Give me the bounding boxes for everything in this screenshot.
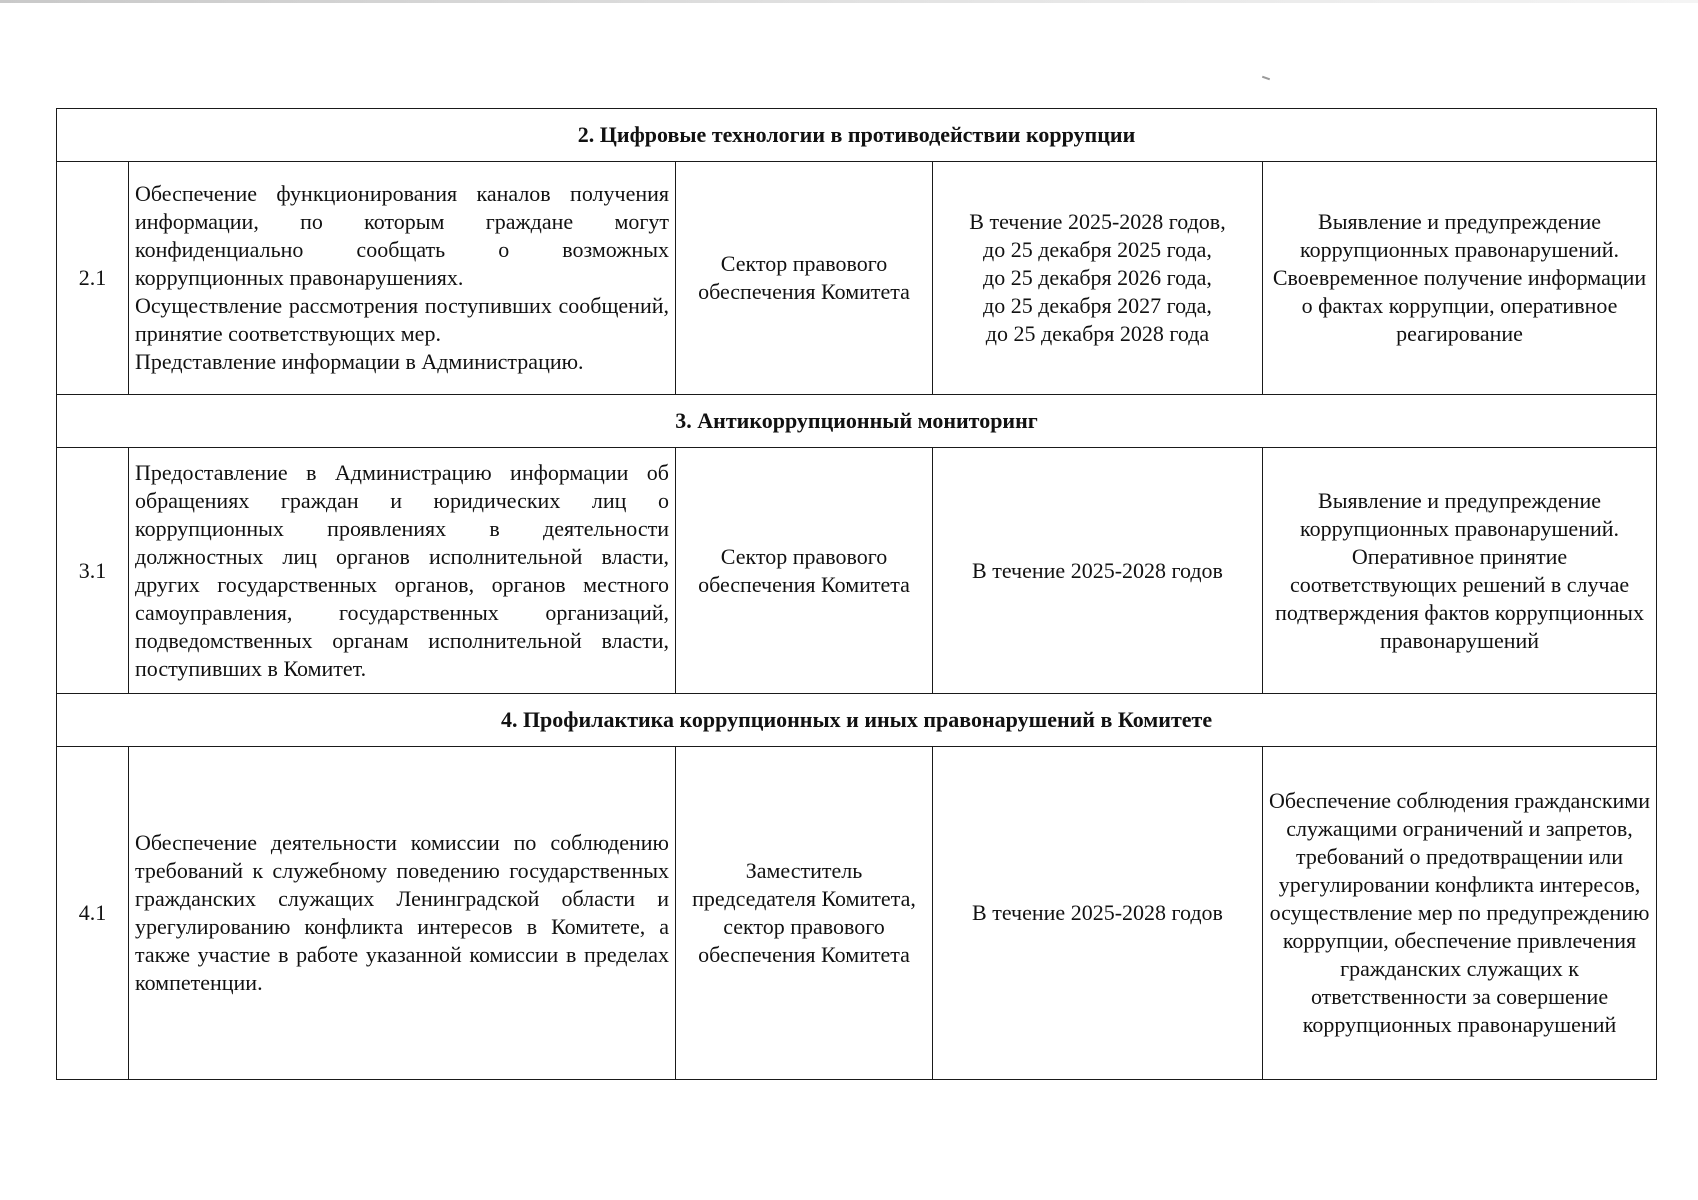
description-paragraph: Осуществление рассмотрения поступивших сообщений, принятие соответствующих мер. bbox=[135, 293, 669, 346]
description-paragraph: Предоставление в Администрацию информации об обращениях граждан и юридических лиц о коррупционных проявлениях в деятельности должностных лиц органов исполнительной власти, других государственных органов, органов местного самоуправления, государственных организаций, подведомственных органам исполнительной власти, поступивших в Комитет. bbox=[135, 459, 669, 681]
anticorruption-plan-table bbox=[56, 108, 1657, 1080]
scan-edge-line bbox=[0, 0, 1698, 3]
item-deadline bbox=[933, 448, 1263, 694]
item-number: 3.1 bbox=[57, 448, 129, 694]
result-line: Выявление и предупреждение коррупционных правонарушений. bbox=[1300, 487, 1620, 541]
item-responsible bbox=[676, 448, 933, 694]
item-number: 2.1 bbox=[57, 162, 129, 395]
result-line: Обеспечение соблюдения гражданскими служащими ограничений и запретов, требований о предотвращении или урегулировании конфликта интересов, осуществление мер по предупреждению коррупции, обеспечение привлечения гражданских служащих к ответственности за совершение коррупционных правонарушений bbox=[1269, 788, 1651, 1037]
table-row bbox=[57, 448, 1657, 694]
item-result bbox=[1263, 162, 1657, 395]
responsible-line: Сектор правового обеспечения Комитета bbox=[698, 251, 910, 304]
responsible-line: Заместитель председателя Комитета, bbox=[692, 858, 916, 911]
table-row bbox=[57, 162, 1657, 395]
item-result bbox=[1263, 747, 1657, 1080]
section-heading-row bbox=[57, 395, 1657, 448]
description-paragraph: Представление информации в Администрацию. bbox=[135, 349, 584, 374]
deadline-line: до 25 декабря 2026 года, bbox=[983, 265, 1212, 290]
deadline-line: В течение 2025-2028 годов bbox=[972, 557, 1223, 583]
section-heading: 3. Антикоррупционный мониторинг bbox=[57, 395, 1657, 448]
deadline-line: до 25 декабря 2027 года, bbox=[983, 293, 1212, 318]
item-deadline bbox=[933, 747, 1263, 1080]
item-description bbox=[129, 448, 676, 694]
item-deadline bbox=[933, 162, 1263, 395]
section-heading-row bbox=[57, 109, 1657, 162]
responsible-line: Сектор правового обеспечения Комитета bbox=[698, 543, 910, 597]
table-row bbox=[57, 747, 1657, 1080]
description-paragraph: Обеспечение деятельности комиссии по соблюдению требований к служебному поведению государственных гражданских служащих Ленинградской области и урегулированию конфликта интересов в Комитете, а также участие в работе указанной комиссии в пределах компетенции. bbox=[135, 830, 669, 995]
section-heading: 2. Цифровые технологии в противодействии коррупции bbox=[57, 109, 1657, 162]
scan-speck bbox=[1262, 76, 1270, 81]
result-line: Оперативное принятие соответствующих решений в случае подтверждения фактов коррупционных правонарушений bbox=[1275, 543, 1644, 653]
deadline-line: В течение 2025-2028 годов bbox=[972, 900, 1223, 925]
section-heading-row bbox=[57, 694, 1657, 747]
item-result bbox=[1263, 448, 1657, 694]
responsible-line: сектор правового обеспечения Комитета bbox=[698, 914, 910, 967]
item-number: 4.1 bbox=[57, 747, 129, 1080]
result-line: Выявление и предупреждение коррупционных правонарушений. bbox=[1300, 209, 1620, 262]
description-paragraph: Обеспечение функционирования каналов получения информации, по которым граждане могут конфиденциально сообщать о возможных коррупционных правонарушениях. bbox=[135, 181, 669, 290]
deadline-line: В течение 2025-2028 годов, bbox=[969, 209, 1226, 234]
section-heading: 4. Профилактика коррупционных и иных правонарушений в Комитете bbox=[57, 694, 1657, 747]
result-line: Своевременное получение информации о фактах коррупции, оперативное реагирование bbox=[1272, 265, 1647, 346]
item-description bbox=[129, 162, 676, 395]
item-description bbox=[129, 747, 676, 1080]
item-responsible bbox=[676, 162, 933, 395]
deadline-line: до 25 декабря 2025 года, bbox=[983, 237, 1212, 262]
deadline-line: до 25 декабря 2028 года bbox=[985, 321, 1210, 346]
item-responsible bbox=[676, 747, 933, 1080]
